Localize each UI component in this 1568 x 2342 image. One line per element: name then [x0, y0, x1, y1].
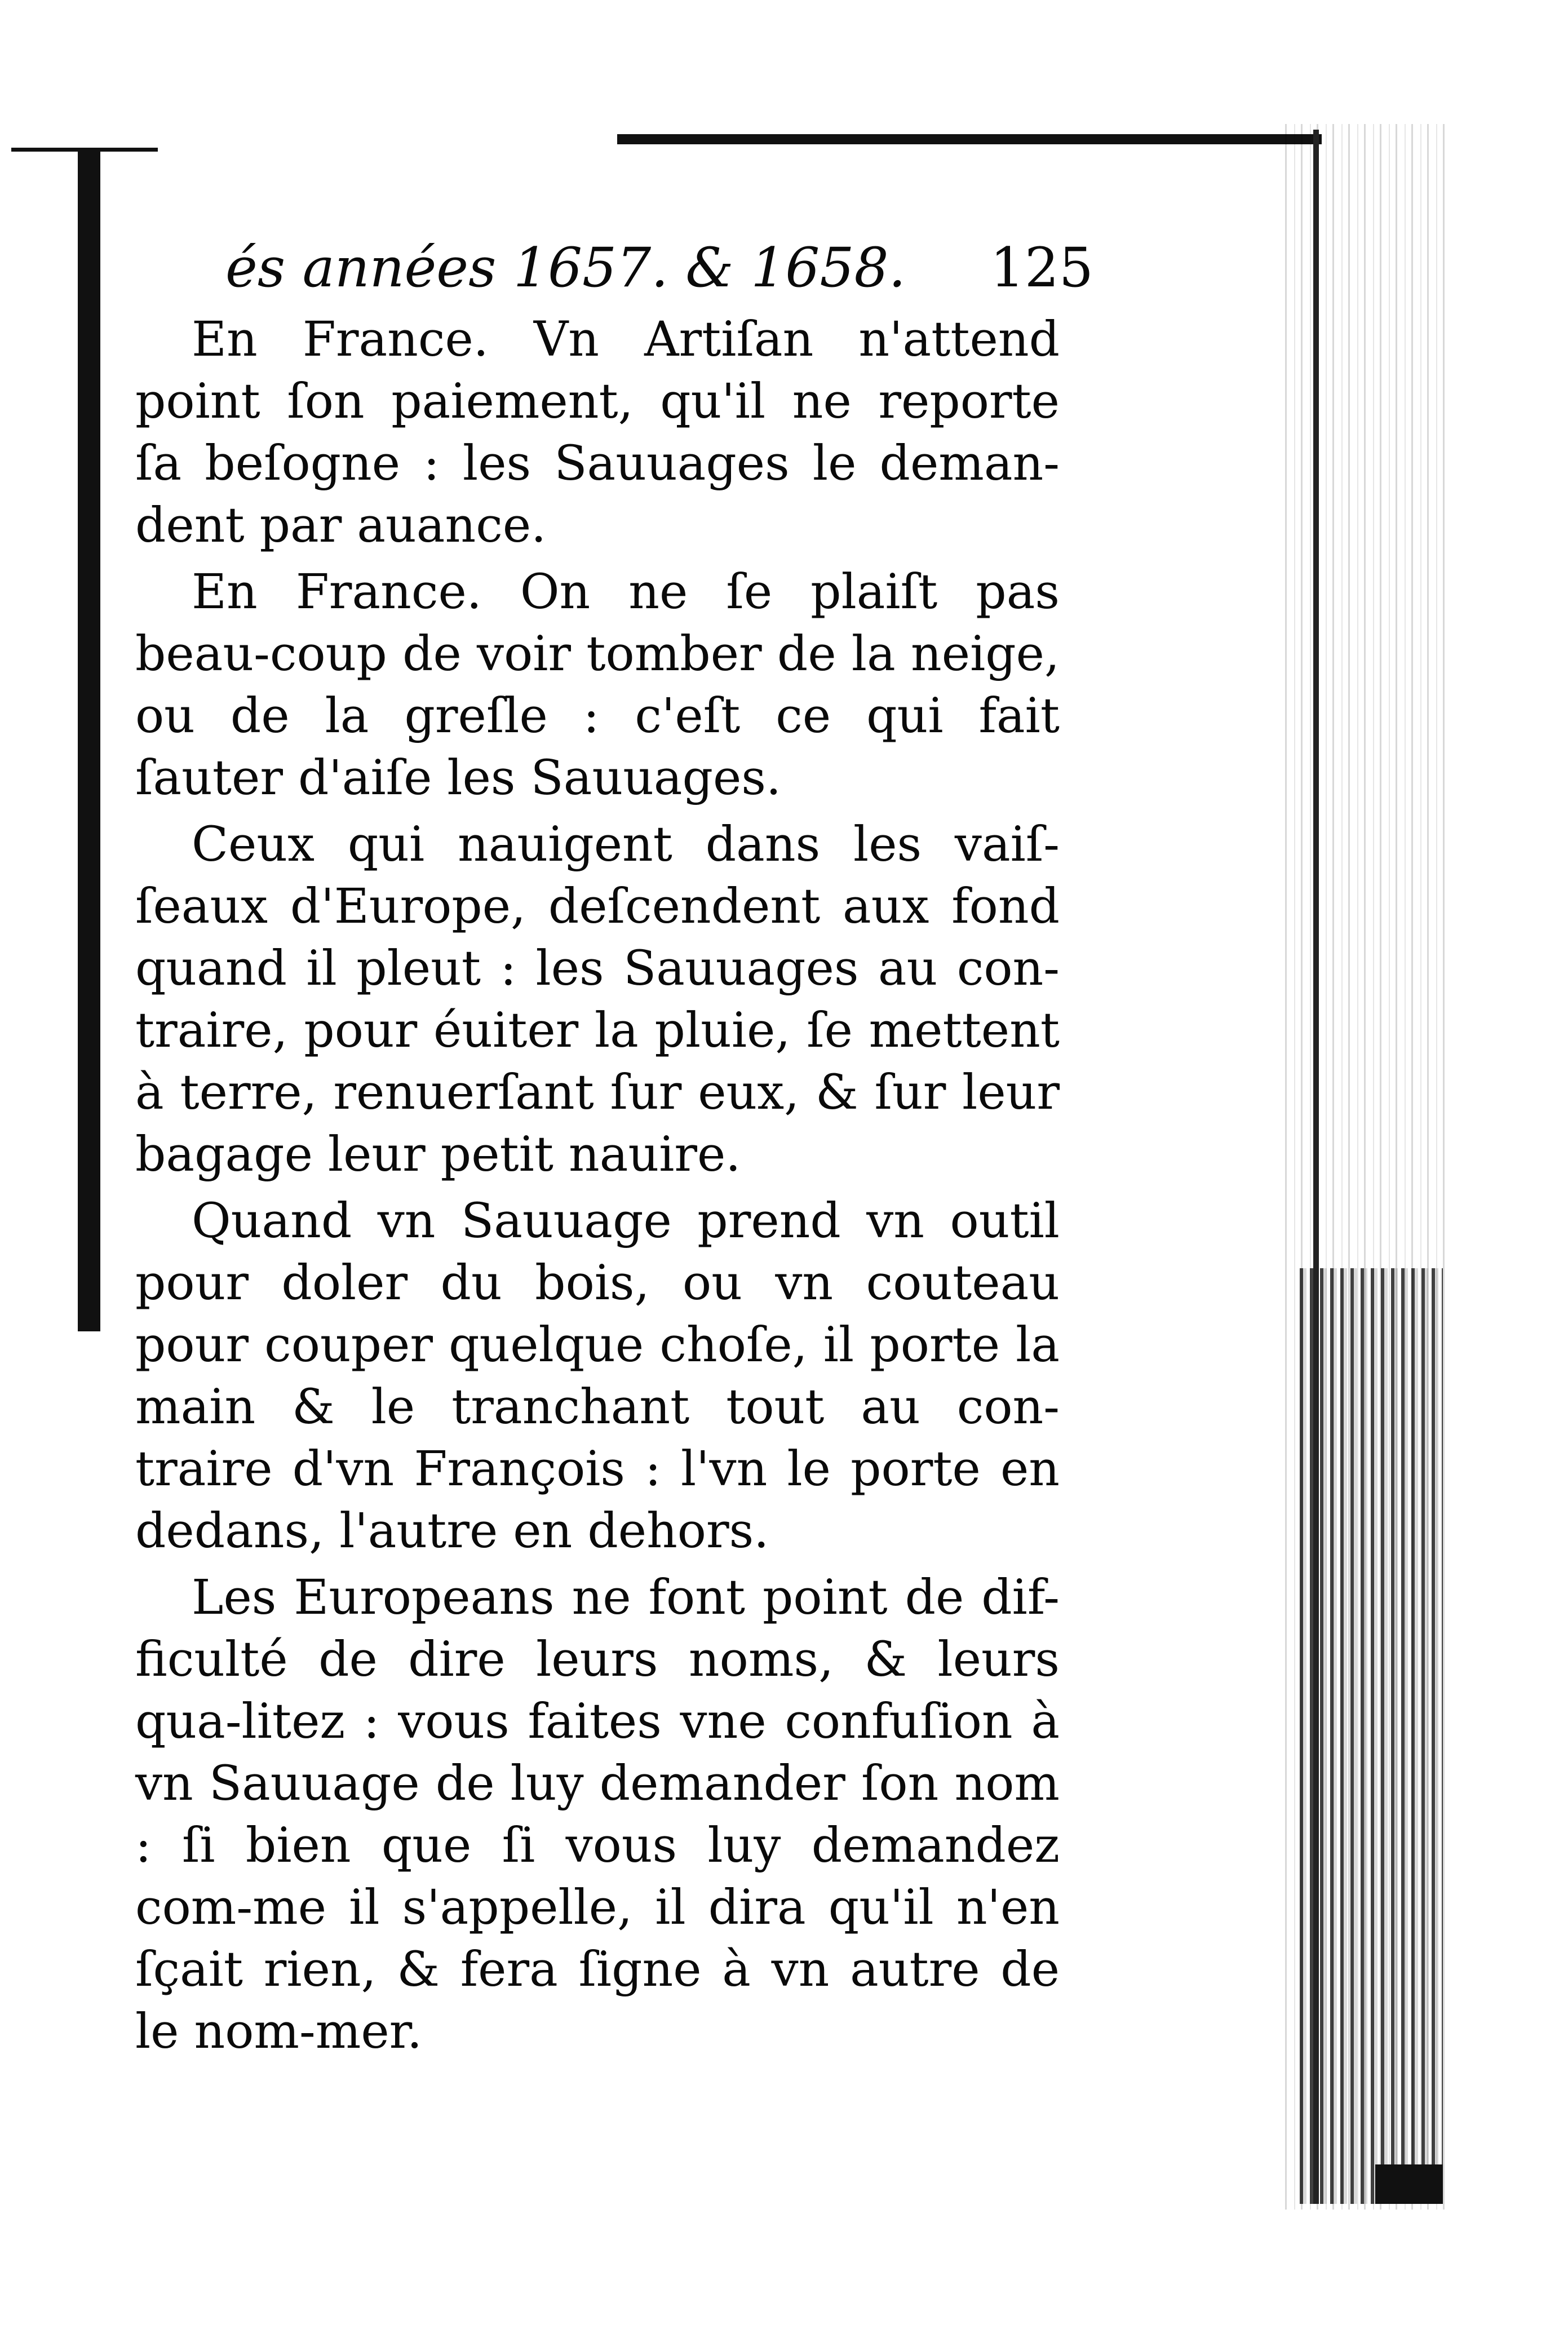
- paragraph: Les Europeans ne font point de dif-ficulté de dire leurs noms, & leurs qua-litez : vous faites vne confuſion à vn Sauuage de luy demander ſon nom : ſi bien que ſi vous luy demandez com-me il s'appelle, il dira qu'il n'en ſçait rien, & fera ſigne à vn autre de le nom-mer.: [135, 1570, 1060, 2060]
- left-margin-bar: [78, 148, 100, 1331]
- running-title: és années 1657. & 1658.: [225, 236, 906, 299]
- top-rule: [617, 134, 1322, 144]
- page-edge-line: [1313, 130, 1319, 2204]
- paragraph: En France. On ne ſe plaiſt pas beau-coup de voir tomber de la neige, ou de la greſle : c'eſt ce qui fait ſauter d'aiſe les Sauuages.: [135, 564, 1060, 806]
- body-text: [135, 309, 1060, 2067]
- paragraph: En France. Vn Artiſan n'attend point ſon paiement, qu'il ne reporte ſa beſogne : les Sauuages le deman-dent par auance.: [135, 312, 1060, 554]
- paragraph: Ceux qui nauigent dans les vaiſ-ſeaux d'Europe, deſcendent aux fond quand il pleut : les Sauuages au con-traire, pour éuiter la pluie, ſe mettent à terre, renuerſant ſur eux, & ſur leur bagage leur petit nauire.: [135, 817, 1060, 1183]
- running-header: [225, 225, 1093, 310]
- paragraph: Quand vn Sauuage prend vn outil pour doler du bois, ou vn couteau pour couper quelque choſe, il porte la main & le tranchant tout au con-traire d'vn François : l'vn le porte en dedans, l'autre en dehors.: [135, 1193, 1060, 1559]
- page-edge-foot: [1375, 2164, 1443, 2204]
- page-number: 125: [990, 236, 1093, 299]
